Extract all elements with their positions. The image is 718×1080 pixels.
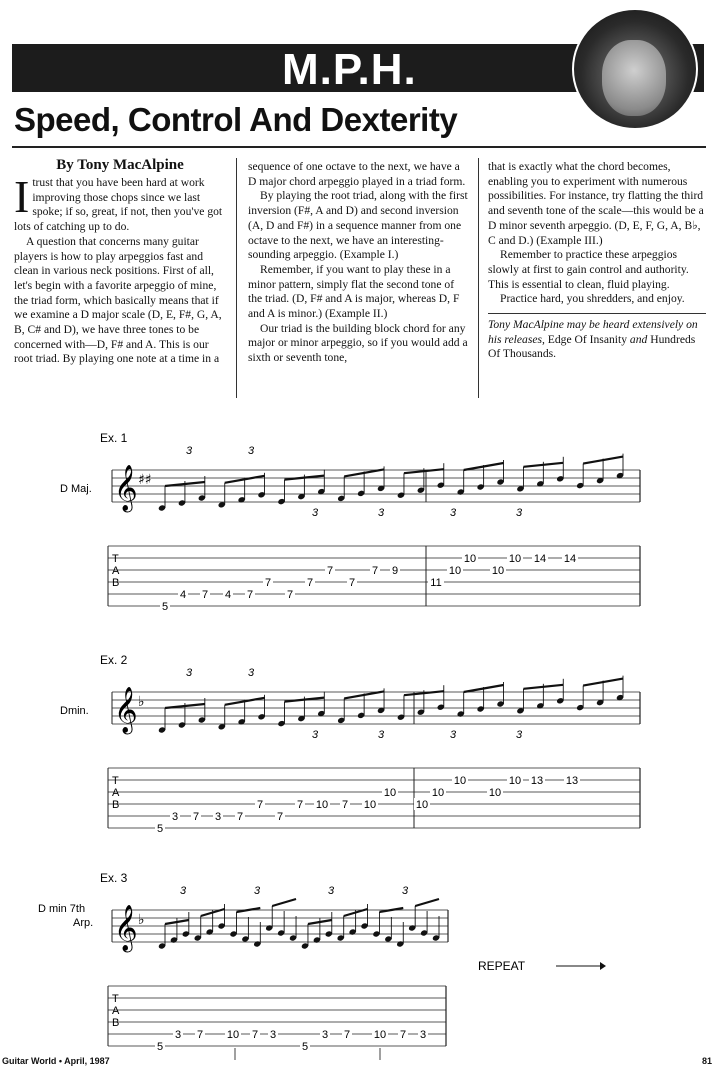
column-1 bbox=[14, 156, 226, 367]
example-label: Ex. 1 bbox=[100, 431, 128, 445]
tab-fret: 10 bbox=[431, 787, 445, 799]
treble-clef-icon: 𝄞 bbox=[114, 687, 138, 733]
repeat-arrow-icon bbox=[600, 962, 606, 970]
tab-fret: 10 bbox=[508, 553, 522, 565]
paragraph: By playing the root triad, along with the first inversion (F#, A and D) and second inversion (A, D and F#) in a sequence manner from one octave to the next, we have an interesting-sounding arpeggio. (Example I.) bbox=[248, 189, 468, 262]
tab-letter: T bbox=[112, 553, 119, 565]
triplet-number: 3 bbox=[516, 507, 523, 519]
tab-fret: 10 bbox=[508, 775, 522, 787]
tab-fret: 10 bbox=[373, 1029, 387, 1041]
album-title: Hundreds Of Thousands. bbox=[488, 332, 696, 361]
tab-fret: 3 bbox=[174, 1029, 182, 1041]
tab-fret: 7 bbox=[251, 1029, 259, 1041]
example-name: D Maj. bbox=[60, 483, 92, 495]
headline-rule bbox=[12, 146, 706, 148]
tab-fret: 7 bbox=[236, 811, 244, 823]
tab-fret: 14 bbox=[563, 553, 577, 565]
author-face bbox=[602, 40, 666, 116]
example-name: Arp. bbox=[73, 917, 94, 929]
tab-fret: 3 bbox=[419, 1029, 427, 1041]
repeat-label: REPEAT bbox=[478, 959, 526, 973]
tab-fret: 10 bbox=[383, 787, 397, 799]
tab-letter: B bbox=[112, 799, 120, 811]
tab-fret: 7 bbox=[256, 799, 264, 811]
tab-fret: 5 bbox=[156, 1041, 164, 1053]
tab-fret: 7 bbox=[264, 577, 272, 589]
author-credit bbox=[488, 318, 706, 362]
key-signature: ♭ bbox=[138, 912, 145, 928]
tab-fret: 4 bbox=[179, 589, 187, 601]
tab-letter: A bbox=[112, 1005, 120, 1017]
tab-fret: 3 bbox=[269, 1029, 277, 1041]
tab-fret: 7 bbox=[276, 811, 284, 823]
tab-fret: 5 bbox=[156, 823, 164, 835]
triplet-number: 3 bbox=[248, 667, 255, 679]
tab-fret: 7 bbox=[192, 811, 200, 823]
triplet-number: 3 bbox=[328, 885, 335, 897]
tab-fret: 10 bbox=[491, 565, 505, 577]
tab-fret: 7 bbox=[201, 589, 209, 601]
credit-text: Tony MacAlpine may be heard extensively on his releases, bbox=[488, 318, 698, 346]
tab-fret: 11 bbox=[430, 577, 442, 589]
tab-fret: 7 bbox=[246, 589, 254, 601]
tab-letter: A bbox=[112, 787, 120, 799]
tab-fret: 7 bbox=[371, 565, 379, 577]
column-divider bbox=[236, 158, 237, 398]
triplet-number: 3 bbox=[402, 885, 409, 897]
magazine-title: M.P.H. bbox=[282, 45, 417, 94]
tab-fret: 7 bbox=[306, 577, 314, 589]
paragraph: trust that you have been hard at work improving those chops since we last spoke; if so, great, if not, then you've got lots of catching up to do. bbox=[14, 176, 223, 234]
tab-fret: 13 bbox=[530, 775, 544, 787]
tab-fret: 10 bbox=[226, 1029, 240, 1041]
key-signature: ♭ bbox=[138, 694, 145, 710]
example-name: Dmin. bbox=[60, 705, 89, 717]
byline: By Tony MacAlpine bbox=[56, 157, 184, 173]
beam bbox=[415, 899, 439, 906]
example-label: Ex. 2 bbox=[100, 653, 128, 667]
tab-fret: 9 bbox=[391, 565, 399, 577]
triplet-number: 3 bbox=[450, 507, 457, 519]
treble-clef-icon: 𝄞 bbox=[114, 465, 138, 511]
paragraph: Our triad is the building block chord for any major or minor arpeggio, so if you would add a sixth or seventh tone, bbox=[248, 321, 468, 365]
tab-letter: A bbox=[112, 565, 120, 577]
key-signature: ♯♯ bbox=[138, 472, 152, 488]
tab-fret: 7 bbox=[399, 1029, 407, 1041]
tab-fret: 3 bbox=[321, 1029, 329, 1041]
page-number: 81 bbox=[702, 1056, 713, 1066]
paragraph: Remember to practice these arpeggios slowly at first to gain control and authority. This is essential to clean, fluid playing. bbox=[488, 248, 689, 291]
triplet-number: 3 bbox=[186, 445, 193, 457]
tab-fret: 10 bbox=[488, 787, 502, 799]
tab-fret: 7 bbox=[196, 1029, 204, 1041]
drop-cap: I bbox=[14, 171, 30, 222]
tab-fret: 13 bbox=[565, 775, 579, 787]
tab-fret: 7 bbox=[348, 577, 356, 589]
triplet-number: 3 bbox=[450, 729, 457, 741]
author-photo bbox=[572, 8, 698, 130]
tab-fret: 7 bbox=[286, 589, 294, 601]
triplet-number: 3 bbox=[254, 885, 261, 897]
tab-fret: 3 bbox=[214, 811, 222, 823]
tab-letter: T bbox=[112, 993, 119, 1005]
tab-fret: 7 bbox=[296, 799, 304, 811]
tab-fret: 7 bbox=[326, 565, 334, 577]
music-examples bbox=[0, 420, 718, 1060]
column-3 bbox=[488, 160, 706, 362]
paragraph: Practice hard, you shredders, and enjoy. bbox=[500, 292, 685, 306]
example-name: D min 7th bbox=[38, 903, 86, 915]
triplet-number: 3 bbox=[180, 885, 187, 897]
triplet-number: 3 bbox=[312, 729, 319, 741]
tab-fret: 10 bbox=[363, 799, 377, 811]
headline: Speed, Control And Dexterity bbox=[14, 101, 458, 138]
tab-letter: B bbox=[112, 1017, 120, 1029]
tab-fret: 14 bbox=[533, 553, 547, 565]
tab-fret: 5 bbox=[301, 1041, 309, 1053]
example-label: Ex. 3 bbox=[100, 871, 128, 885]
treble-clef-icon: 𝄞 bbox=[114, 905, 138, 951]
column-2 bbox=[248, 160, 468, 366]
album-title: Edge Of Insanity bbox=[547, 332, 628, 346]
tab-fret: 3 bbox=[171, 811, 179, 823]
tab-fret: 10 bbox=[463, 553, 477, 565]
tab-fret: 10 bbox=[315, 799, 329, 811]
tab-fret: 4 bbox=[224, 589, 232, 601]
tab-fret: 7 bbox=[341, 799, 349, 811]
tab-fret: 7 bbox=[343, 1029, 351, 1041]
beam bbox=[272, 899, 296, 906]
paragraph: A question that concerns many guitar players is how to play arpeggios fast and clean in various neck positions. First of all, let's begin with a favorite arpeggio of mine, the triad form, which basically means that if we examine a D major scale (D, E, F#, G, A, B, C# and D), we have three tones to be concerned with—D, F# and A. This is our root triad. By playing one note at a time in a bbox=[14, 234, 222, 366]
tab-letter: B bbox=[112, 577, 120, 589]
tab-fret: 5 bbox=[161, 601, 169, 613]
tab-letter: T bbox=[112, 775, 119, 787]
triplet-number: 3 bbox=[312, 507, 319, 519]
footer-issue: Guitar World • April, 1987 bbox=[2, 1056, 110, 1066]
tab-fret: 10 bbox=[448, 565, 462, 577]
triplet-number: 3 bbox=[378, 729, 385, 741]
tab-fret: 10 bbox=[453, 775, 467, 787]
credit-conjunction: and bbox=[629, 332, 648, 346]
column-divider bbox=[478, 158, 479, 398]
triplet-number: 3 bbox=[378, 507, 385, 519]
paragraph: sequence of one octave to the next, we have a D major chord arpeggio played in a triad form. bbox=[248, 160, 466, 188]
tab-fret: 10 bbox=[415, 799, 429, 811]
triplet-number: 3 bbox=[516, 729, 523, 741]
triplet-number: 3 bbox=[248, 445, 255, 457]
paragraph: Remember, if you want to play these in a minor pattern, simply flat the second tone of the triad. (D, F# and A is major, whereas D, F and A is minor.) (Example II.) bbox=[248, 262, 460, 321]
paragraph: that is exactly what the chord becomes, enabling you to experiment with numerous possibilities. For instance, try flatting the third and seventh tone of the scale—this would be a D minor seventh arpeggio. (D, E, F, G, A, B♭, C and D.) (Example III.) bbox=[488, 160, 704, 247]
credit-rule bbox=[488, 313, 706, 314]
triplet-number: 3 bbox=[186, 667, 193, 679]
